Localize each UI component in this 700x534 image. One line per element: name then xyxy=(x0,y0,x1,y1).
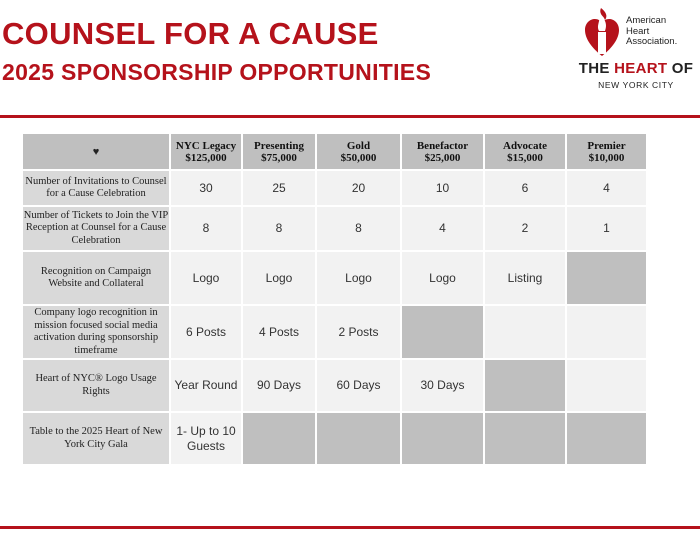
table-cell xyxy=(567,306,646,358)
table-cell: 8 xyxy=(171,207,241,250)
page-title: COUNSEL FOR A CAUSE xyxy=(2,16,379,51)
table-cell: Year Round xyxy=(171,360,241,411)
torch-heart-icon xyxy=(584,6,620,60)
level-header: Presenting $75,000 xyxy=(243,134,315,169)
empty-cell xyxy=(317,413,400,464)
level-header: Benefactor $25,000 xyxy=(402,134,483,169)
table-cell: Listing xyxy=(485,252,565,304)
top-divider xyxy=(0,115,700,118)
table-cell: 8 xyxy=(317,207,400,250)
table-cell: 2 Posts xyxy=(317,306,400,358)
table-header-row xyxy=(23,134,646,169)
empty-cell xyxy=(243,413,315,464)
table-cell: 1- Up to 10 Guests xyxy=(171,413,241,464)
city-wordmark: NEW YORK CITY xyxy=(598,80,674,90)
table-row xyxy=(23,306,646,358)
empty-cell xyxy=(567,413,646,464)
table-cell: 25 xyxy=(243,171,315,205)
row-label: Number of Tickets to Join the VIP Reception at Counsel for a Cause Celebration xyxy=(23,207,169,250)
empty-cell xyxy=(567,252,646,304)
table-cell: 60 Days xyxy=(317,360,400,411)
sponsorship-table xyxy=(21,132,648,466)
row-label: Number of Invitations to Counsel for a Cause Celebration xyxy=(23,171,169,205)
table-cell xyxy=(485,306,565,358)
table-cell: 20 xyxy=(317,171,400,205)
row-label: Recognition on Campaign Website and Collateral xyxy=(23,252,169,304)
table-row xyxy=(23,252,646,304)
level-header: Gold $50,000 xyxy=(317,134,400,169)
table-cell: 4 Posts xyxy=(243,306,315,358)
aha-logo xyxy=(574,2,698,98)
aha-wordmark: American Heart Association. xyxy=(626,15,678,47)
table-cell: 2 xyxy=(485,207,565,250)
table-cell: Logo xyxy=(243,252,315,304)
table-cell: 8 xyxy=(243,207,315,250)
table-cell xyxy=(567,360,646,411)
empty-cell xyxy=(402,306,483,358)
table-row xyxy=(23,171,646,205)
table-cell: 4 xyxy=(567,171,646,205)
table-cell: 1 xyxy=(567,207,646,250)
table-row xyxy=(23,360,646,411)
heart-of-wordmark: THE HEART OF xyxy=(578,60,694,77)
empty-cell xyxy=(485,413,565,464)
table-cell: 30 Days xyxy=(402,360,483,411)
table-cell: 6 xyxy=(485,171,565,205)
row-label: Table to the 2025 Heart of New York City Gala xyxy=(23,413,169,464)
table-cell: 30 xyxy=(171,171,241,205)
level-header: NYC Legacy $125,000 xyxy=(171,134,241,169)
level-header: Advocate $15,000 xyxy=(485,134,565,169)
table-cell: 10 xyxy=(402,171,483,205)
heart-icon: ♥ xyxy=(92,145,100,158)
page-subtitle: 2025 SPONSORSHIP OPPORTUNITIES xyxy=(2,59,432,85)
empty-cell xyxy=(402,413,483,464)
table-cell: Logo xyxy=(171,252,241,304)
level-header: Premier $10,000 xyxy=(567,134,646,169)
table-cell: 6 Posts xyxy=(171,306,241,358)
table-cell: Logo xyxy=(402,252,483,304)
table-cell: 90 Days xyxy=(243,360,315,411)
row-label: Heart of NYC® Logo Usage Rights xyxy=(23,360,169,411)
bottom-divider xyxy=(0,526,700,529)
table-cell: 4 xyxy=(402,207,483,250)
table-row xyxy=(23,207,646,250)
empty-cell xyxy=(485,360,565,411)
row-label: Company logo recognition in mission focused social media activation during sponsorship timeframe xyxy=(23,306,169,358)
corner-cell xyxy=(23,134,169,169)
table-cell: Logo xyxy=(317,252,400,304)
table-row xyxy=(23,413,646,464)
